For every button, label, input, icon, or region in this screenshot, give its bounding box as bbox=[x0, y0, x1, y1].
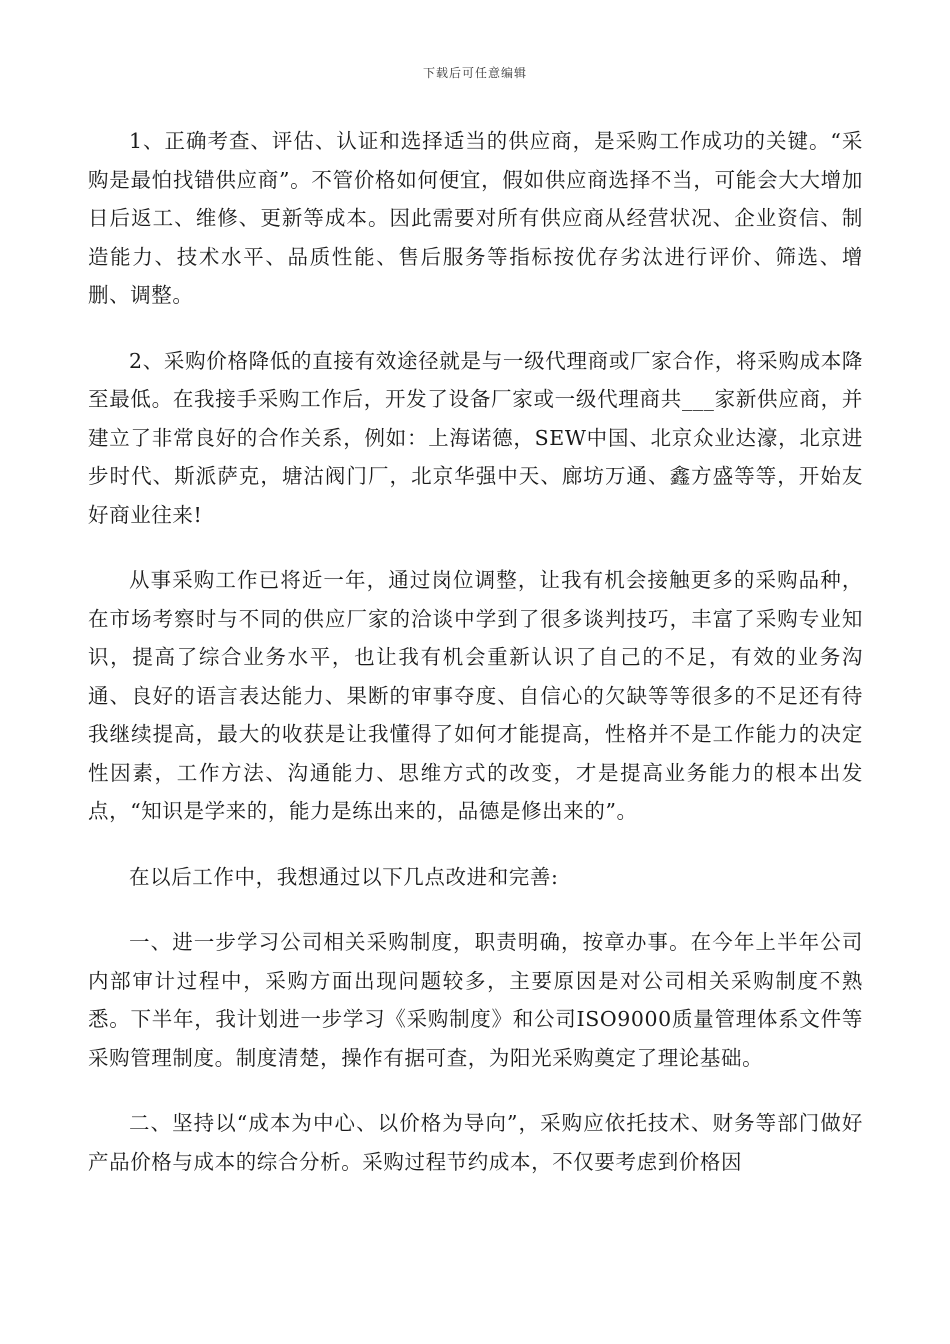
paragraph-improvement-one: 一、进一步学习公司相关采购制度，职责明确，按章办事。在今年上半年公司内部审计过程中，采购方面出现问题较多，主要原因是对公司相关采购制度不熟悉。下半年，我计划进一步学习《采购制度》和公司ISO9000质量管理体系文件等采购管理制度。制度清楚，操作有据可查，为阳光采购奠定了理论基础。 bbox=[88, 930, 863, 1070]
paragraph-improvement-intro: 在以后工作中，我想通过以下几点改进和完善: bbox=[129, 864, 559, 889]
paragraph-price-reduction: 2、采购价格降低的直接有效途径就是与一级代理商或厂家合作，将采购成本降至最低。在我接手采购工作后，开发了设备厂家或一级代理商共___家新供应商，并建立了非常良好的合作关系，例如：上海诺德，SEW中国、北京众业达濠，北京进步时代、斯派萨克，塘沽阀门厂，北京华强中天、廊坊万通、鑫方盛等等，开始友好商业往来! bbox=[88, 348, 863, 527]
document-body bbox=[88, 122, 863, 1208]
paragraph-work-experience: 从事采购工作已将近一年，通过岗位调整，让我有机会接触更多的采购品种，在市场考察时与不同的供应厂家的洽谈中学到了很多谈判技巧，丰富了采购专业知识，提高了综合业务水平，也让我有机会重新认识了自己的不足，有效的业务沟通、良好的语言表达能力、果断的审事夺度、自信心的欠缺等等很多的不足还有待我继续提高，最大的收获是让我懂得了如何才能提高，性格并不是工作能力的决定性因素，工作方法、沟通能力、思维方式的改变，才是提高业务能力的根本出发点，“知识是学来的，能力是练出来的，品德是修出来的”。 bbox=[88, 568, 863, 823]
paragraph-improvement-two: 二、坚持以“成本为中心、以价格为导向”，采购应依托技术、财务等部门做好产品价格与成本的综合分析。采购过程节约成本，不仅要考虑到价格因 bbox=[88, 1111, 863, 1174]
page-header: 下载后可任意编辑 bbox=[422, 66, 527, 80]
paragraph-supplier-selection: 1、正确考查、评估、认证和选择适当的供应商，是采购工作成功的关键。“采购是最怕找错供应商”。不管价格如何便宜，假如供应商选择不当，可能会大大增加日后返工、维修、更新等成本。因此需要对所有供应商从经营状况、企业资信、制造能力、技术水平、品质性能、售后服务等指标按优存劣汰进行评价、筛选、增删、调整。 bbox=[88, 129, 863, 307]
